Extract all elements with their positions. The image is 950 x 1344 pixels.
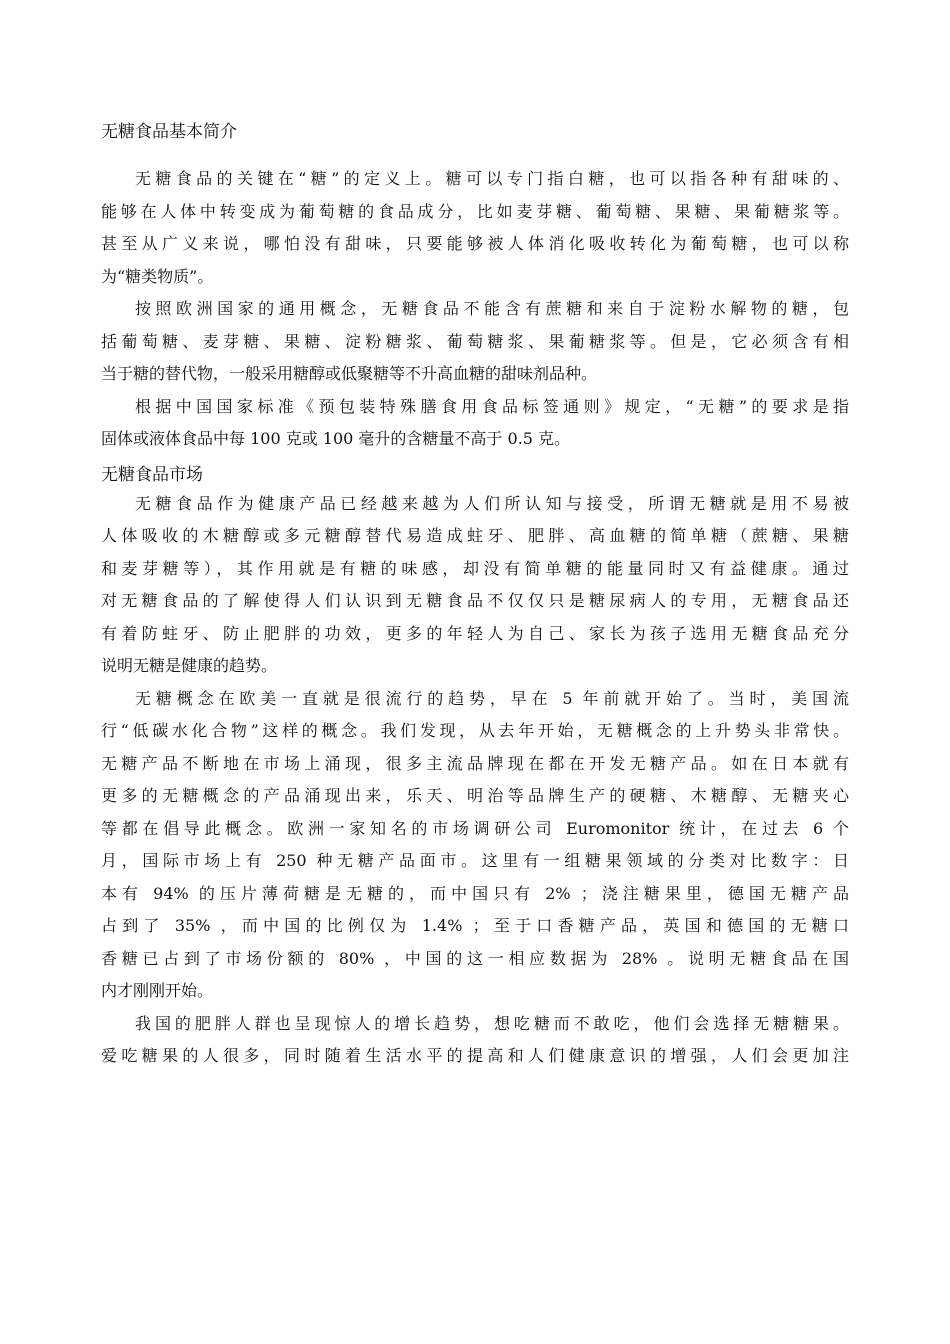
text-line: 按照欧洲国家的通用概念，无糖食品不能含有蔗糖和来自于淀粉水解物的糖，包 [135,299,849,318]
spacer [101,148,849,166]
text-line: 根据中国国家标准《预包装特殊膳食用食品标签通则》规定，“无糖”的要求是指 [135,396,849,416]
paragraph-obesity-trend [101,1011,849,1076]
paragraph-sugar-definition [101,166,849,296]
paragraph-health-products [101,491,849,686]
text-line: 为“糖类物质”。 [101,266,214,286]
paragraph-europe-concept [101,296,849,394]
section-heading-market: 无糖食品市场 [101,464,203,485]
text-line: 我国的肥胖人群也呈现惊人的增长趋势，想吃糖而不敢吃，他们会选择无糖糖果。 [135,1013,849,1033]
text-line: 无糖食品的关键在“糖”的定义上。糖可以专门指白糖，也可以指各种有甜味的、 [135,169,849,188]
text-line: 等都在倡导此概念。欧洲一家知名的市场调研公司 Euromonitor 统计，在过去 6 个 [101,818,849,838]
text-line: 当于糖的替代物，一般采用糖醇或低聚糖等不升高血糖的甜味剂品种。 [101,364,598,383]
text-line: 甚至从广义来说，哪怕没有甜味，只要能够被人体消化吸收转化为葡萄糖，也可以称 [101,234,849,253]
text-line: 行“低碳水化合物”这样的概念。我们发现，从去年开始，无糖概念的上升势头非常快。 [101,721,849,740]
text-line: 说明无糖是健康的趋势。 [101,656,278,675]
text-line: 香糖已占到了市场份额的 80% ，中国的这一相应数据为 28% 。说明无糖食品在国 [101,948,849,968]
text-line: 爱吃糖果的人很多，同时随着生活水平的提高和人们健康意识的增强，人们会更加注 [101,1046,849,1065]
text-line: 对无糖食品的了解使得人们认识到无糖食品不仅仅只是糖尿病人的专用，无糖食品还 [101,591,849,610]
text-line: 无糖产品不断地在市场上涌现，很多主流品牌现在都在开发无糖产品。如在日本就有 [101,753,849,773]
document-page [101,116,849,1076]
text-line: 固体或液体食品中每 100 克或 100 毫升的含糖量不高于 0.5 克。 [101,429,571,448]
text-line: 占到了 35% ，而中国的比例仅为 1.4% ；至于口香糖产品，英国和德国的无糖口 [101,916,849,935]
text-line: 无糖食品作为健康产品已经越来越为人们所认知与接受，所谓无糖就是用不易被 [135,493,849,513]
text-line: 能够在人体中转变成为葡萄糖的食品成分，比如麦芽糖、葡萄糖、果糖、果葡糖浆等。 [101,201,849,221]
paragraph-market-trend [101,686,849,1011]
text-line: 内才刚刚开始。 [101,981,214,1000]
text-line: 人体吸收的木糖醇或多元糖醇替代易造成蛀牙、肥胖、高血糖的简单糖（蔗糖、果糖 [101,526,849,545]
text-line: 更多的无糖概念的产品涌现出来，乐天、明治等品牌生产的硬糖、木糖醇、无糖夹心 [101,786,849,805]
section-heading-intro: 无糖食品基本简介 [101,122,237,142]
text-line: 括葡萄糖、麦芽糖、果糖、淀粉糖浆、葡萄糖浆、果葡糖浆等。但是，它必须含有相 [101,331,849,351]
text-line: 和麦芽糖等），其作用就是有糖的味感，却没有简单糖的能量同时又有益健康。通过 [101,558,849,578]
text-line: 月，国际市场上有 250 种无糖产品面市。这里有一组糖果领域的分类对比数字：日 [101,851,849,870]
text-line: 本有 94% 的压片薄荷糖是无糖的，而中国只有 2% ；浇注糖果里，德国无糖产品 [101,883,849,903]
text-line: 无糖概念在欧美一直就是很流行的趋势，早在 5 年前就开始了。当时，美国流 [135,688,849,708]
text-line: 有着防蛀牙、防止肥胖的功效，更多的年轻人为自己、家长为孩子选用无糖食品充分 [101,623,849,643]
paragraph-china-standard [101,394,849,459]
